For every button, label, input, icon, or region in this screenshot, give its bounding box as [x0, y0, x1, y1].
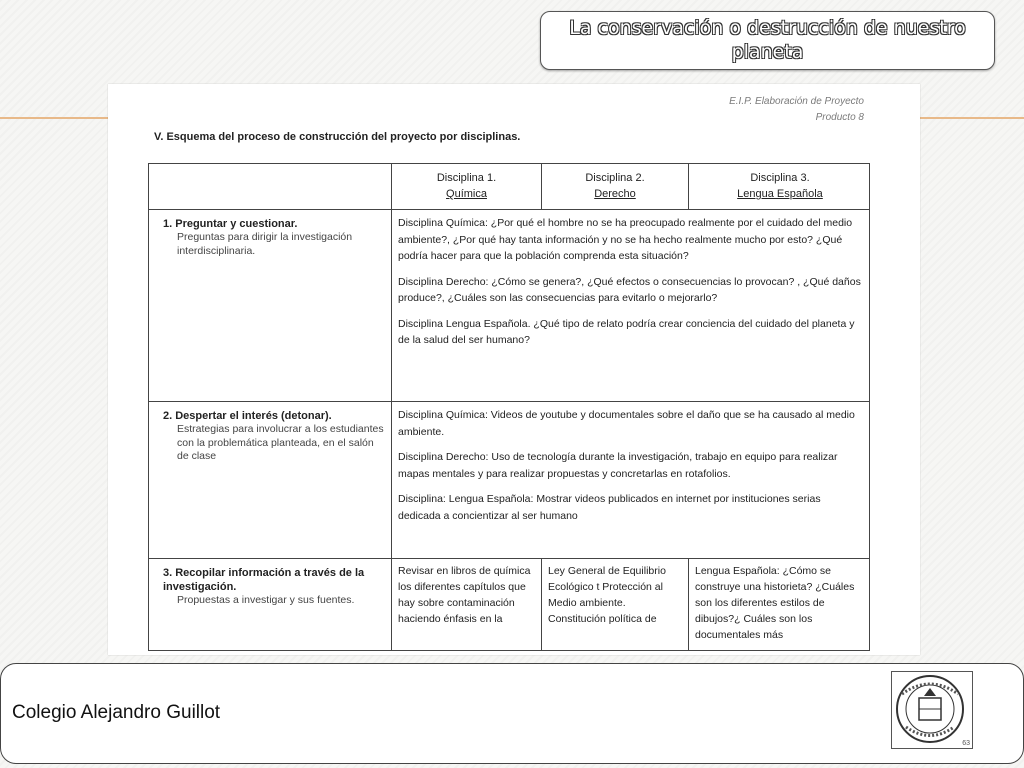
accent-line-right: [920, 117, 1024, 119]
table-row: [149, 209, 869, 402]
document-header: [729, 94, 864, 126]
row2-content-cell: [391, 401, 870, 558]
row1-paragraph-derecho: Disciplina Derecho: ¿Cómo se genera?, ¿Qué efectos o consecuencias lo provocan? , ¿Qué daños produce?, ¿Cuáles son las consecuencias para evitarlo o mejorarlo?: [398, 275, 861, 304]
row1-left-cell: [149, 209, 391, 401]
row2-paragraph-derecho: Disciplina Derecho: Uso de tecnología durante la investigación, trabajo en equipo para realizar mapas mentales y para realizar propuestas y concretarlas en rotafolios.: [398, 451, 838, 480]
document-page: [108, 84, 920, 655]
row2-title: 2. Despertar el interés (detonar).: [163, 410, 332, 422]
table-header-disciplina-3: [688, 164, 870, 209]
disciplina-1-label: Disciplina 1.: [436, 172, 497, 184]
row1-content-cell: [391, 209, 870, 401]
footer-school-name: Colegio Alejandro Guillot: [12, 702, 221, 723]
table-header-disciplina-2: [541, 164, 688, 209]
disciplina-2-label: Disciplina 2.: [585, 172, 645, 184]
document-heading: V. Esquema del proceso de construcción del proyecto por disciplinas.: [154, 131, 521, 143]
row1-title: 1. Preguntar y cuestionar.: [163, 218, 298, 230]
table-row: [149, 558, 869, 651]
row3-col1-cell: Revisar en libros de química los diferentes capítulos que hay sobre contaminación haciendo énfasis en la: [391, 558, 541, 651]
row3-subtitle: Propuestas a investigar y sus fuentes.: [177, 594, 355, 606]
disciplina-1-name: Química: [446, 188, 487, 200]
row1-paragraph-lengua: Disciplina Lengua Española. ¿Qué tipo de relato podría crear conciencia del cuidado del planeta y de la salud del ser humano?: [398, 317, 855, 346]
row1-subtitle: Preguntas para dirigir la investigación interdisciplinaria.: [177, 231, 353, 257]
table-header-row: [149, 164, 869, 210]
table-header-disciplina-1: [391, 164, 541, 209]
seal-page-number: 63: [962, 740, 970, 747]
disciplina-3-name: Lengua Española: [737, 188, 823, 200]
row1-paragraph-quimica: Disciplina Química: ¿Por qué el hombre no se ha preocupado realmente por el cuidado del medio ambiente?, ¿Por qué hay tanta información y no se ha hecho realmente mucho por esto? ¿Qué podría hacer para que la población comprenda esta situación?: [398, 217, 853, 262]
document-header-line1: E.I.P. Elaboración de Proyecto: [729, 96, 864, 107]
slide-title-line2: planeta: [731, 41, 804, 63]
discipline-table: [148, 163, 870, 651]
seal-emblem-icon: [892, 672, 972, 748]
school-seal-logo: [891, 671, 973, 749]
row3-left-cell: [149, 558, 391, 651]
row2-subtitle: Estrategias para involucrar a los estudiantes con la problemática planteada, en el salón de clase: [177, 423, 384, 462]
disciplina-3-label: Disciplina 3.: [750, 172, 810, 184]
slide-title-line1: La conservación o destrucción de nuestro: [569, 17, 966, 39]
disciplina-2-name: Derecho: [594, 188, 636, 200]
slide-title: [540, 11, 995, 70]
row3-title: 3. Recopilar información a través de la investigación.: [163, 567, 365, 593]
table-header-empty: [149, 164, 391, 209]
row3-col2-cell: Ley General de Equilibrio Ecológico t Protección al Medio ambiente. Constitución política de: [541, 558, 688, 651]
row2-paragraph-lengua: Disciplina: Lengua Española: Mostrar videos publicados en internet por instituciones serias dedicada a concientizar al ser humano: [398, 493, 821, 522]
document-header-line2: Producto 8: [815, 112, 864, 123]
table-row: [149, 401, 869, 559]
row3-col3-cell: Lengua Española: ¿Cómo se construye una historieta? ¿Cuáles son los diferentes estilos de dibujos?¿ Cuáles son los documentales más: [688, 558, 870, 651]
accent-line-left: [0, 117, 108, 119]
row2-left-cell: [149, 401, 391, 558]
row2-paragraph-quimica: Disciplina Química: Videos de youtube y documentales sobre el daño que se ha causado al medio ambiente.: [398, 409, 855, 438]
